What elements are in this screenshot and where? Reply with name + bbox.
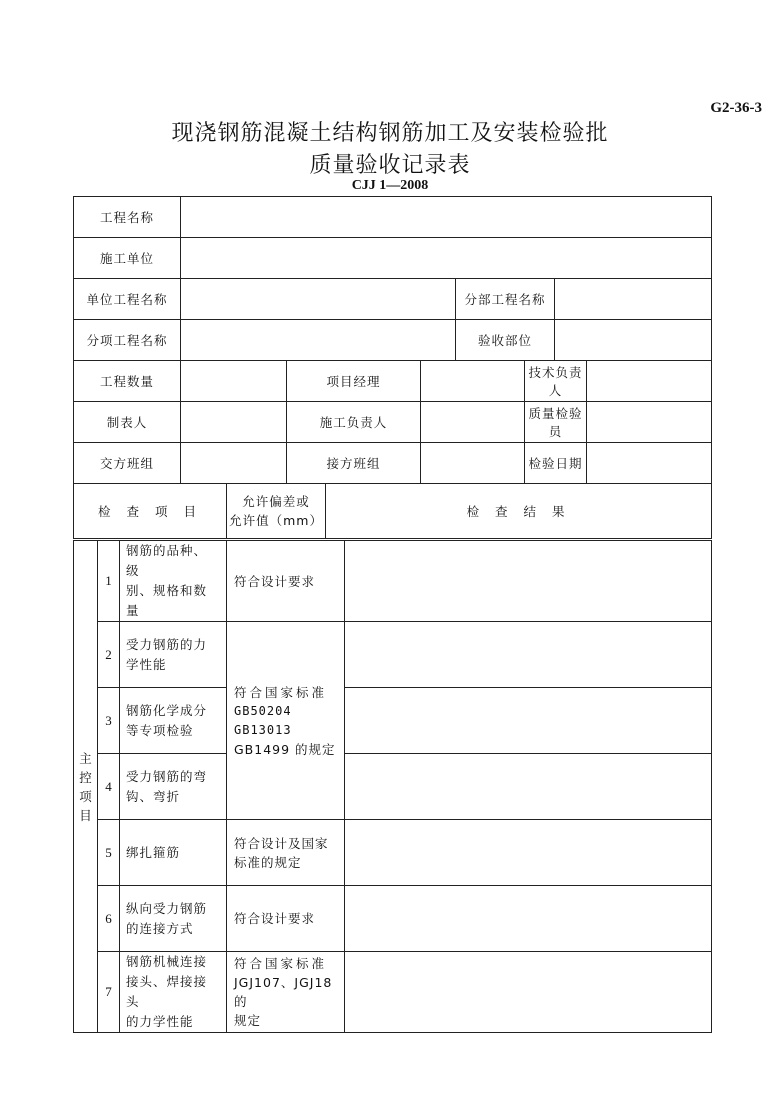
item-tolerance: 符合设计要求 bbox=[227, 541, 345, 622]
item-result[interactable] bbox=[345, 541, 712, 622]
main-control-table bbox=[73, 540, 712, 1033]
main-control-label-cell bbox=[74, 541, 98, 1033]
table-row bbox=[74, 754, 712, 820]
project-manager-label: 项目经理 bbox=[287, 361, 421, 402]
unit-project-name-label: 单位工程名称 bbox=[74, 279, 181, 320]
item-number: 1 bbox=[98, 541, 120, 622]
table-row bbox=[74, 886, 712, 952]
item-tolerance: 符合设计及国家 标准的规定 bbox=[227, 820, 345, 886]
item-number: 7 bbox=[98, 952, 120, 1033]
item-number: 5 bbox=[98, 820, 120, 886]
check-item-column-header: 检 查 项 目 bbox=[74, 484, 227, 539]
item-description: 绑扎箍筋 bbox=[120, 820, 227, 886]
item-description: 钢筋机械连接 接头、焊接接头 的力学性能 bbox=[120, 952, 227, 1033]
item-project-name-value[interactable] bbox=[181, 320, 456, 361]
form-code: G2-36-3 bbox=[710, 100, 762, 116]
item-result[interactable] bbox=[345, 820, 712, 886]
construction-unit-value[interactable] bbox=[181, 238, 712, 279]
item-result[interactable] bbox=[345, 952, 712, 1033]
item-number: 6 bbox=[98, 886, 120, 952]
project-manager-value[interactable] bbox=[421, 361, 525, 402]
unit-project-name-value[interactable] bbox=[181, 279, 456, 320]
table-row bbox=[74, 820, 712, 886]
item-result[interactable] bbox=[345, 688, 712, 754]
result-column-header: 检 查 结 果 bbox=[326, 484, 712, 539]
table-row bbox=[74, 541, 712, 622]
page-subtitle: 质量验收记录表 bbox=[309, 153, 471, 178]
tolerance-header-line2: 允许值（mm） bbox=[229, 513, 323, 528]
handover-team-label: 交方班组 bbox=[74, 443, 181, 484]
construction-lead-value[interactable] bbox=[421, 402, 525, 443]
item-description: 受力钢筋的力 学性能 bbox=[120, 622, 227, 688]
project-name-value[interactable] bbox=[181, 197, 712, 238]
construction-unit-label: 施工单位 bbox=[74, 238, 181, 279]
qc-inspector-label: 质量检验员 bbox=[525, 402, 587, 443]
item-number: 3 bbox=[98, 688, 120, 754]
main-control-label-char: 主 bbox=[79, 750, 92, 766]
main-control-label-char: 控 bbox=[79, 769, 92, 785]
receiving-team-label: 接方班组 bbox=[287, 443, 421, 484]
tabulator-value[interactable] bbox=[181, 402, 287, 443]
table-row bbox=[74, 688, 712, 754]
merged-tolerance: 符合国家标准 GB50204 GB13013 GB1499 的规定 bbox=[227, 622, 345, 820]
technical-lead-label: 技术负责人 bbox=[525, 361, 587, 402]
sub-project-name-value[interactable] bbox=[555, 279, 712, 320]
construction-lead-label: 施工负责人 bbox=[287, 402, 421, 443]
tolerance-column-header bbox=[227, 484, 326, 539]
handover-team-value[interactable] bbox=[181, 443, 287, 484]
receiving-team-value[interactable] bbox=[421, 443, 525, 484]
item-project-name-label: 分项工程名称 bbox=[74, 320, 181, 361]
table-row bbox=[74, 622, 712, 688]
item-number: 2 bbox=[98, 622, 120, 688]
page-title: 现浇钢筋混凝土结构钢筋加工及安装检验批 bbox=[171, 121, 609, 146]
main-control-label-char: 项 bbox=[79, 788, 92, 804]
main-control-label-char: 目 bbox=[79, 807, 92, 823]
quantity-value[interactable] bbox=[181, 361, 287, 402]
project-name-label: 工程名称 bbox=[74, 197, 181, 238]
table-row bbox=[74, 952, 712, 1033]
inspection-record-table bbox=[73, 196, 712, 539]
inspection-date-value[interactable] bbox=[587, 443, 712, 484]
standard-code: CJJ 1—2008 bbox=[351, 178, 429, 193]
item-tolerance: 符合设计要求 bbox=[227, 886, 345, 952]
acceptance-part-value[interactable] bbox=[555, 320, 712, 361]
item-result[interactable] bbox=[345, 754, 712, 820]
qc-inspector-value[interactable] bbox=[587, 402, 712, 443]
quantity-label: 工程数量 bbox=[74, 361, 181, 402]
technical-lead-value[interactable] bbox=[587, 361, 712, 402]
item-tolerance: 符合国家标准 JGJ107、JGJ18的 规定 bbox=[227, 952, 345, 1033]
sub-project-name-label: 分部工程名称 bbox=[456, 279, 555, 320]
item-result[interactable] bbox=[345, 622, 712, 688]
item-result[interactable] bbox=[345, 886, 712, 952]
item-number: 4 bbox=[98, 754, 120, 820]
tabulator-label: 制表人 bbox=[74, 402, 181, 443]
item-description: 钢筋化学成分 等专项检验 bbox=[120, 688, 227, 754]
item-description: 受力钢筋的弯 钩、弯折 bbox=[120, 754, 227, 820]
inspection-date-label: 检验日期 bbox=[525, 443, 587, 484]
acceptance-part-label: 验收部位 bbox=[456, 320, 555, 361]
tolerance-header-line1: 允许偏差或 bbox=[242, 494, 310, 509]
item-description: 钢筋的品种、级 别、规格和数量 bbox=[120, 541, 227, 622]
item-description: 纵向受力钢筋 的连接方式 bbox=[120, 886, 227, 952]
